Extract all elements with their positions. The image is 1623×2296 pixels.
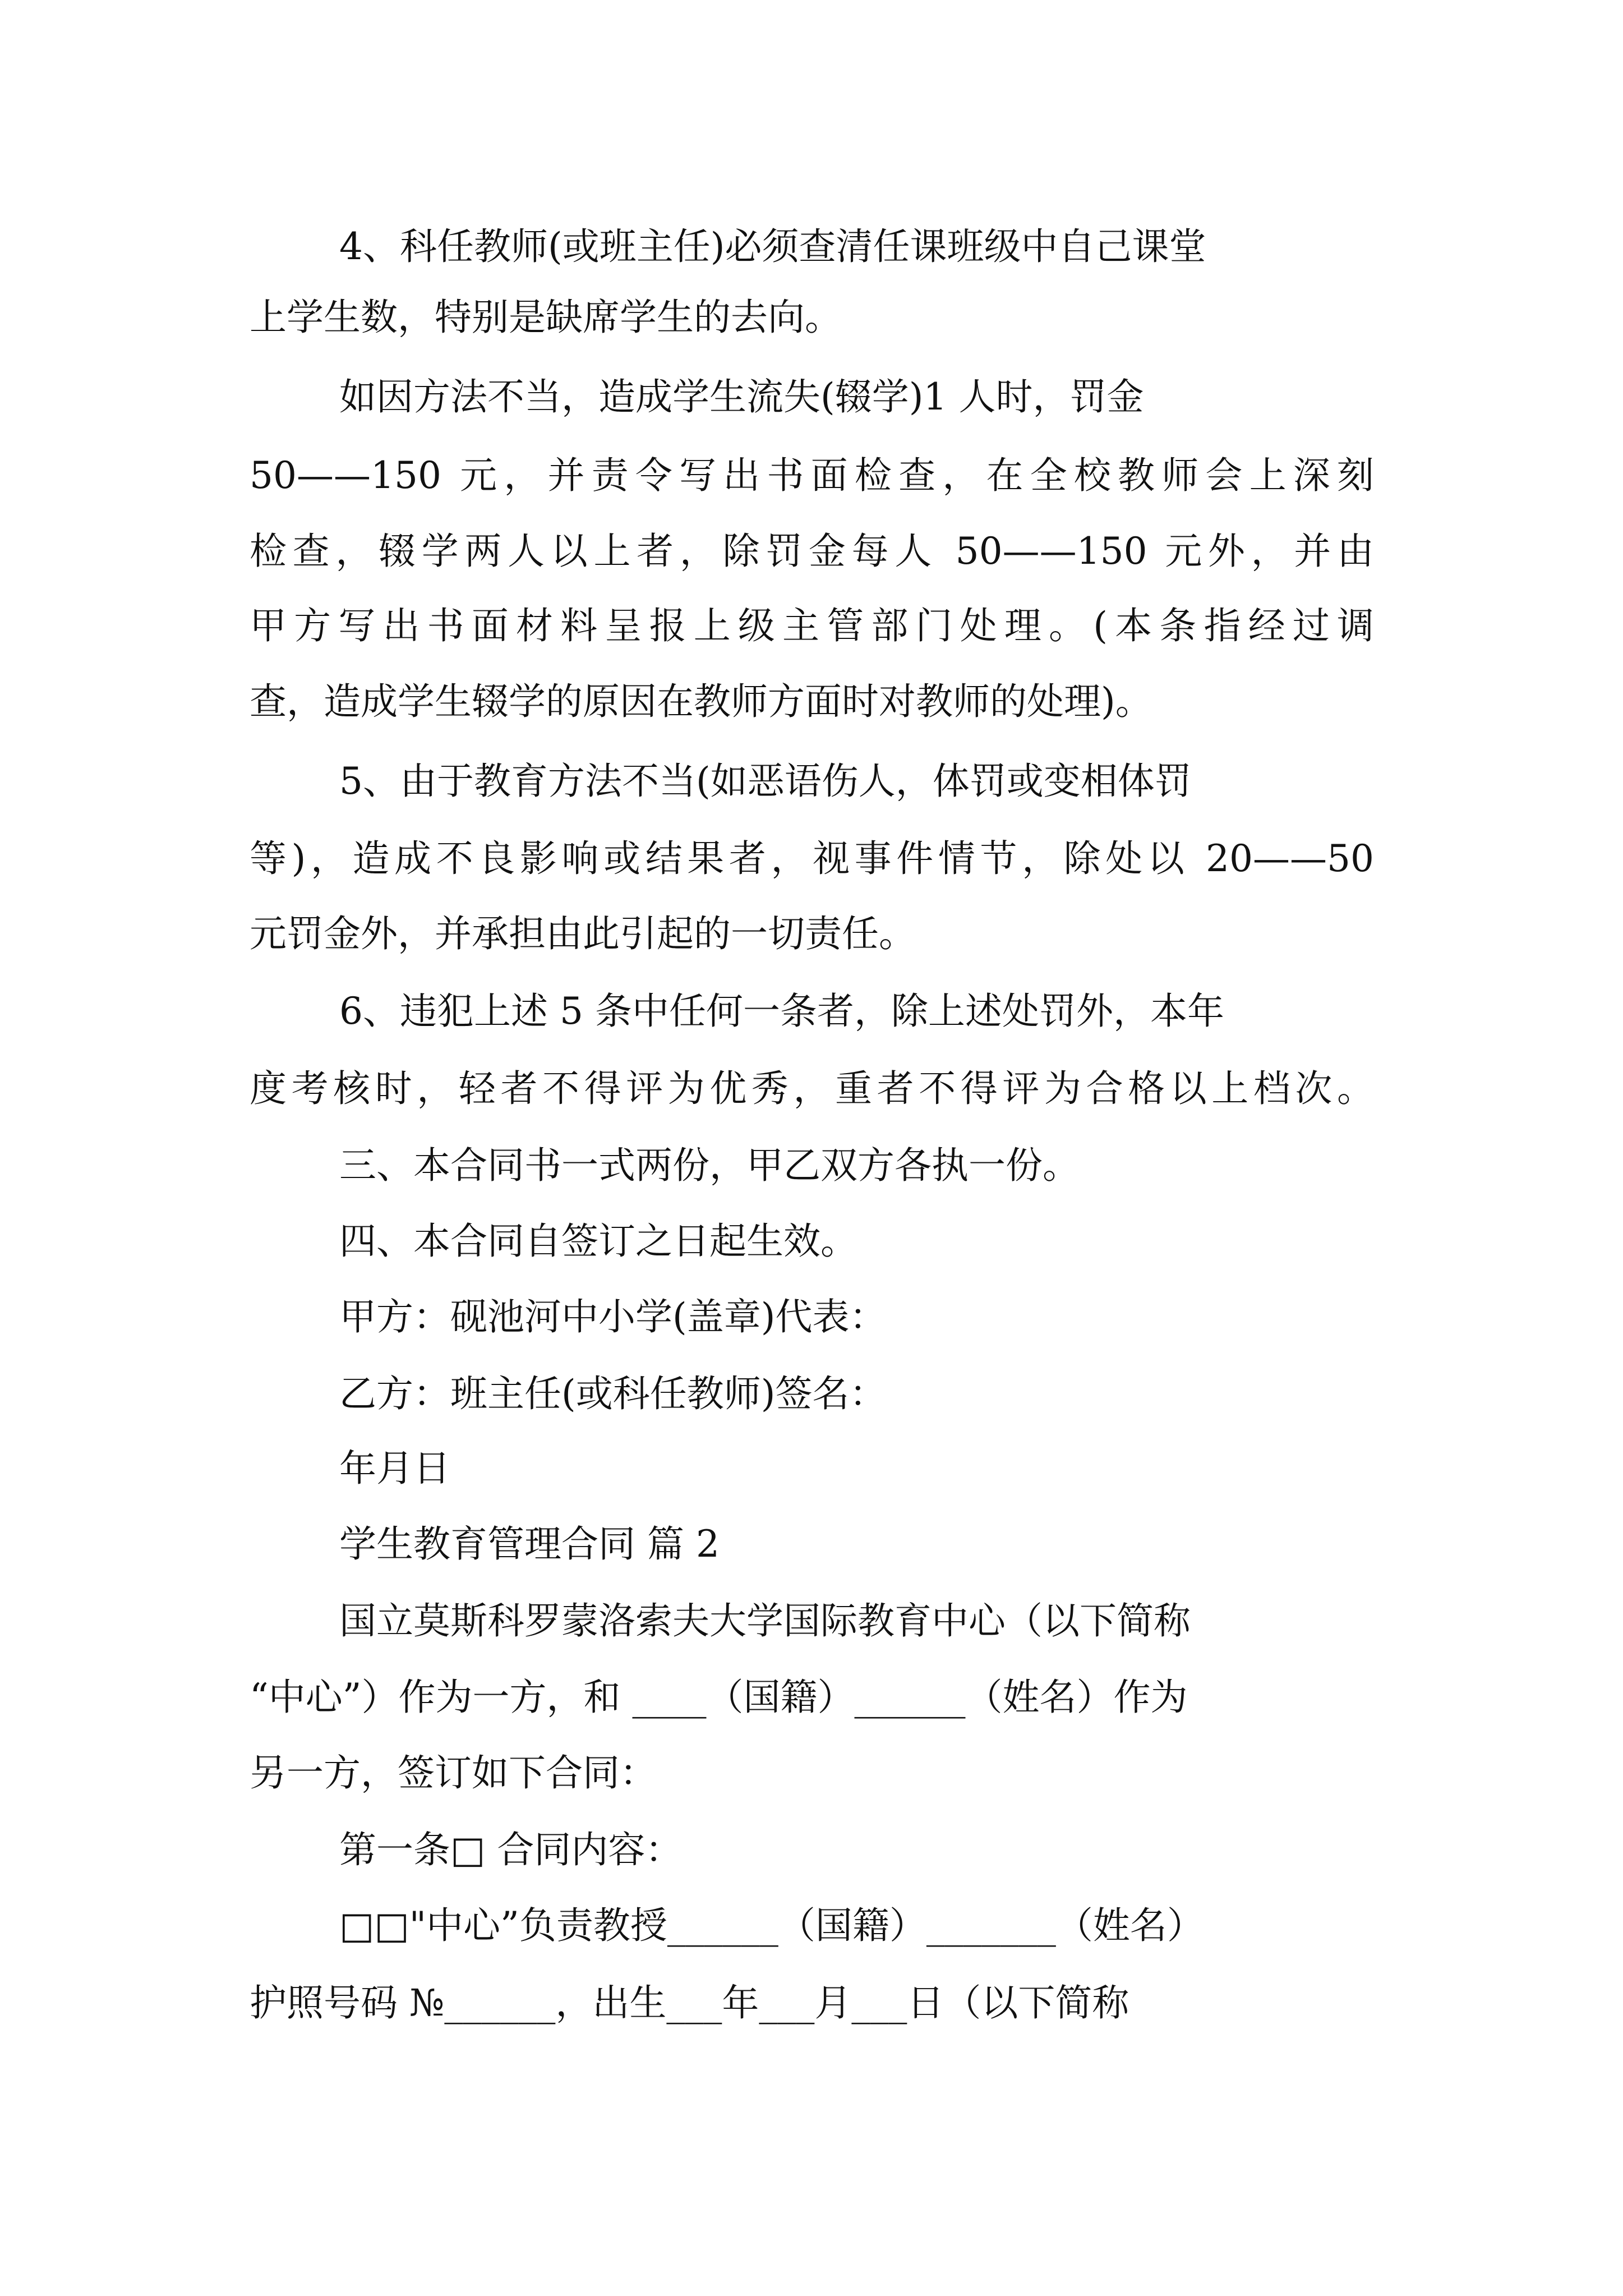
paragraph-6-line-2: 度考核时，轻者不得评为优秀，重者不得评为合格以上档次。: [250, 1067, 1374, 1110]
penalty-paragraph-line-4: 甲方写出书面材料呈报上级主管部门处理。(本条指经过调: [250, 604, 1374, 647]
paragraph-6-line-1: 6、违犯上述 5 条中任何一条者，除上述处罚外，本年: [339, 990, 1224, 1033]
paragraph-4-line-1: 4、科任教师(或班主任)必须查清任课班级中自己课堂: [339, 225, 1206, 268]
article-1-body-line-2: 护照号码 №______，出生___年___月___日（以下简称: [250, 1981, 1129, 2024]
contract2-intro-line-2: “中心”）作为一方，和 ____（国籍）______（姓名）作为: [250, 1676, 1188, 1719]
contract2-intro-line-3: 另一方，签订如下合同：: [250, 1751, 657, 1795]
penalty-paragraph-line-5: 查，造成学生辍学的原因在教师方面时对教师的处理)。: [250, 680, 1152, 723]
party-a-signature-line: 甲方：砚池河中小学(盖章)代表：: [339, 1295, 887, 1338]
date-line: 年月日: [339, 1447, 450, 1490]
paragraph-5-line-3: 元罚金外，并承担由此引起的一切责任。: [250, 912, 916, 955]
clause-3: 三、本合同书一式两份，甲乙双方各执一份。: [339, 1144, 1080, 1187]
clause-4: 四、本合同自签订之日起生效。: [339, 1220, 857, 1263]
section-title: 学生教育管理合同 篇 2: [339, 1522, 720, 1566]
contract2-intro-line-1: 国立莫斯科罗蒙洛索夫大学国际教育中心（以下简称: [339, 1599, 1191, 1642]
penalty-paragraph-line-3: 检查，辍学两人以上者，除罚金每人 50——150 元外，并由: [250, 530, 1374, 573]
paragraph-5-line-2: 等)，造成不良影响或结果者，视事件情节，除处以 20——50: [250, 837, 1374, 880]
paragraph-5-line-1: 5、由于教育方法不当(如恶语伤人，体罚或变相体罚: [339, 760, 1192, 803]
penalty-paragraph-line-2: 50——150 元，并责令写出书面检查，在全校教师会上深刻: [250, 454, 1374, 497]
party-b-signature-line: 乙方：班主任(或科任教师)签名：: [339, 1372, 887, 1415]
paragraph-4-line-2: 上学生数，特别是缺席学生的去向。: [250, 296, 842, 339]
penalty-paragraph-line-1: 如因方法不当，造成学生流失(辍学)1 人时，罚金: [339, 375, 1144, 418]
article-1-heading: 第一条□ 合同内容：: [339, 1828, 683, 1871]
article-1-body-line-1: □□"中心”负责教授______（国籍）_______（姓名）: [339, 1904, 1204, 1947]
